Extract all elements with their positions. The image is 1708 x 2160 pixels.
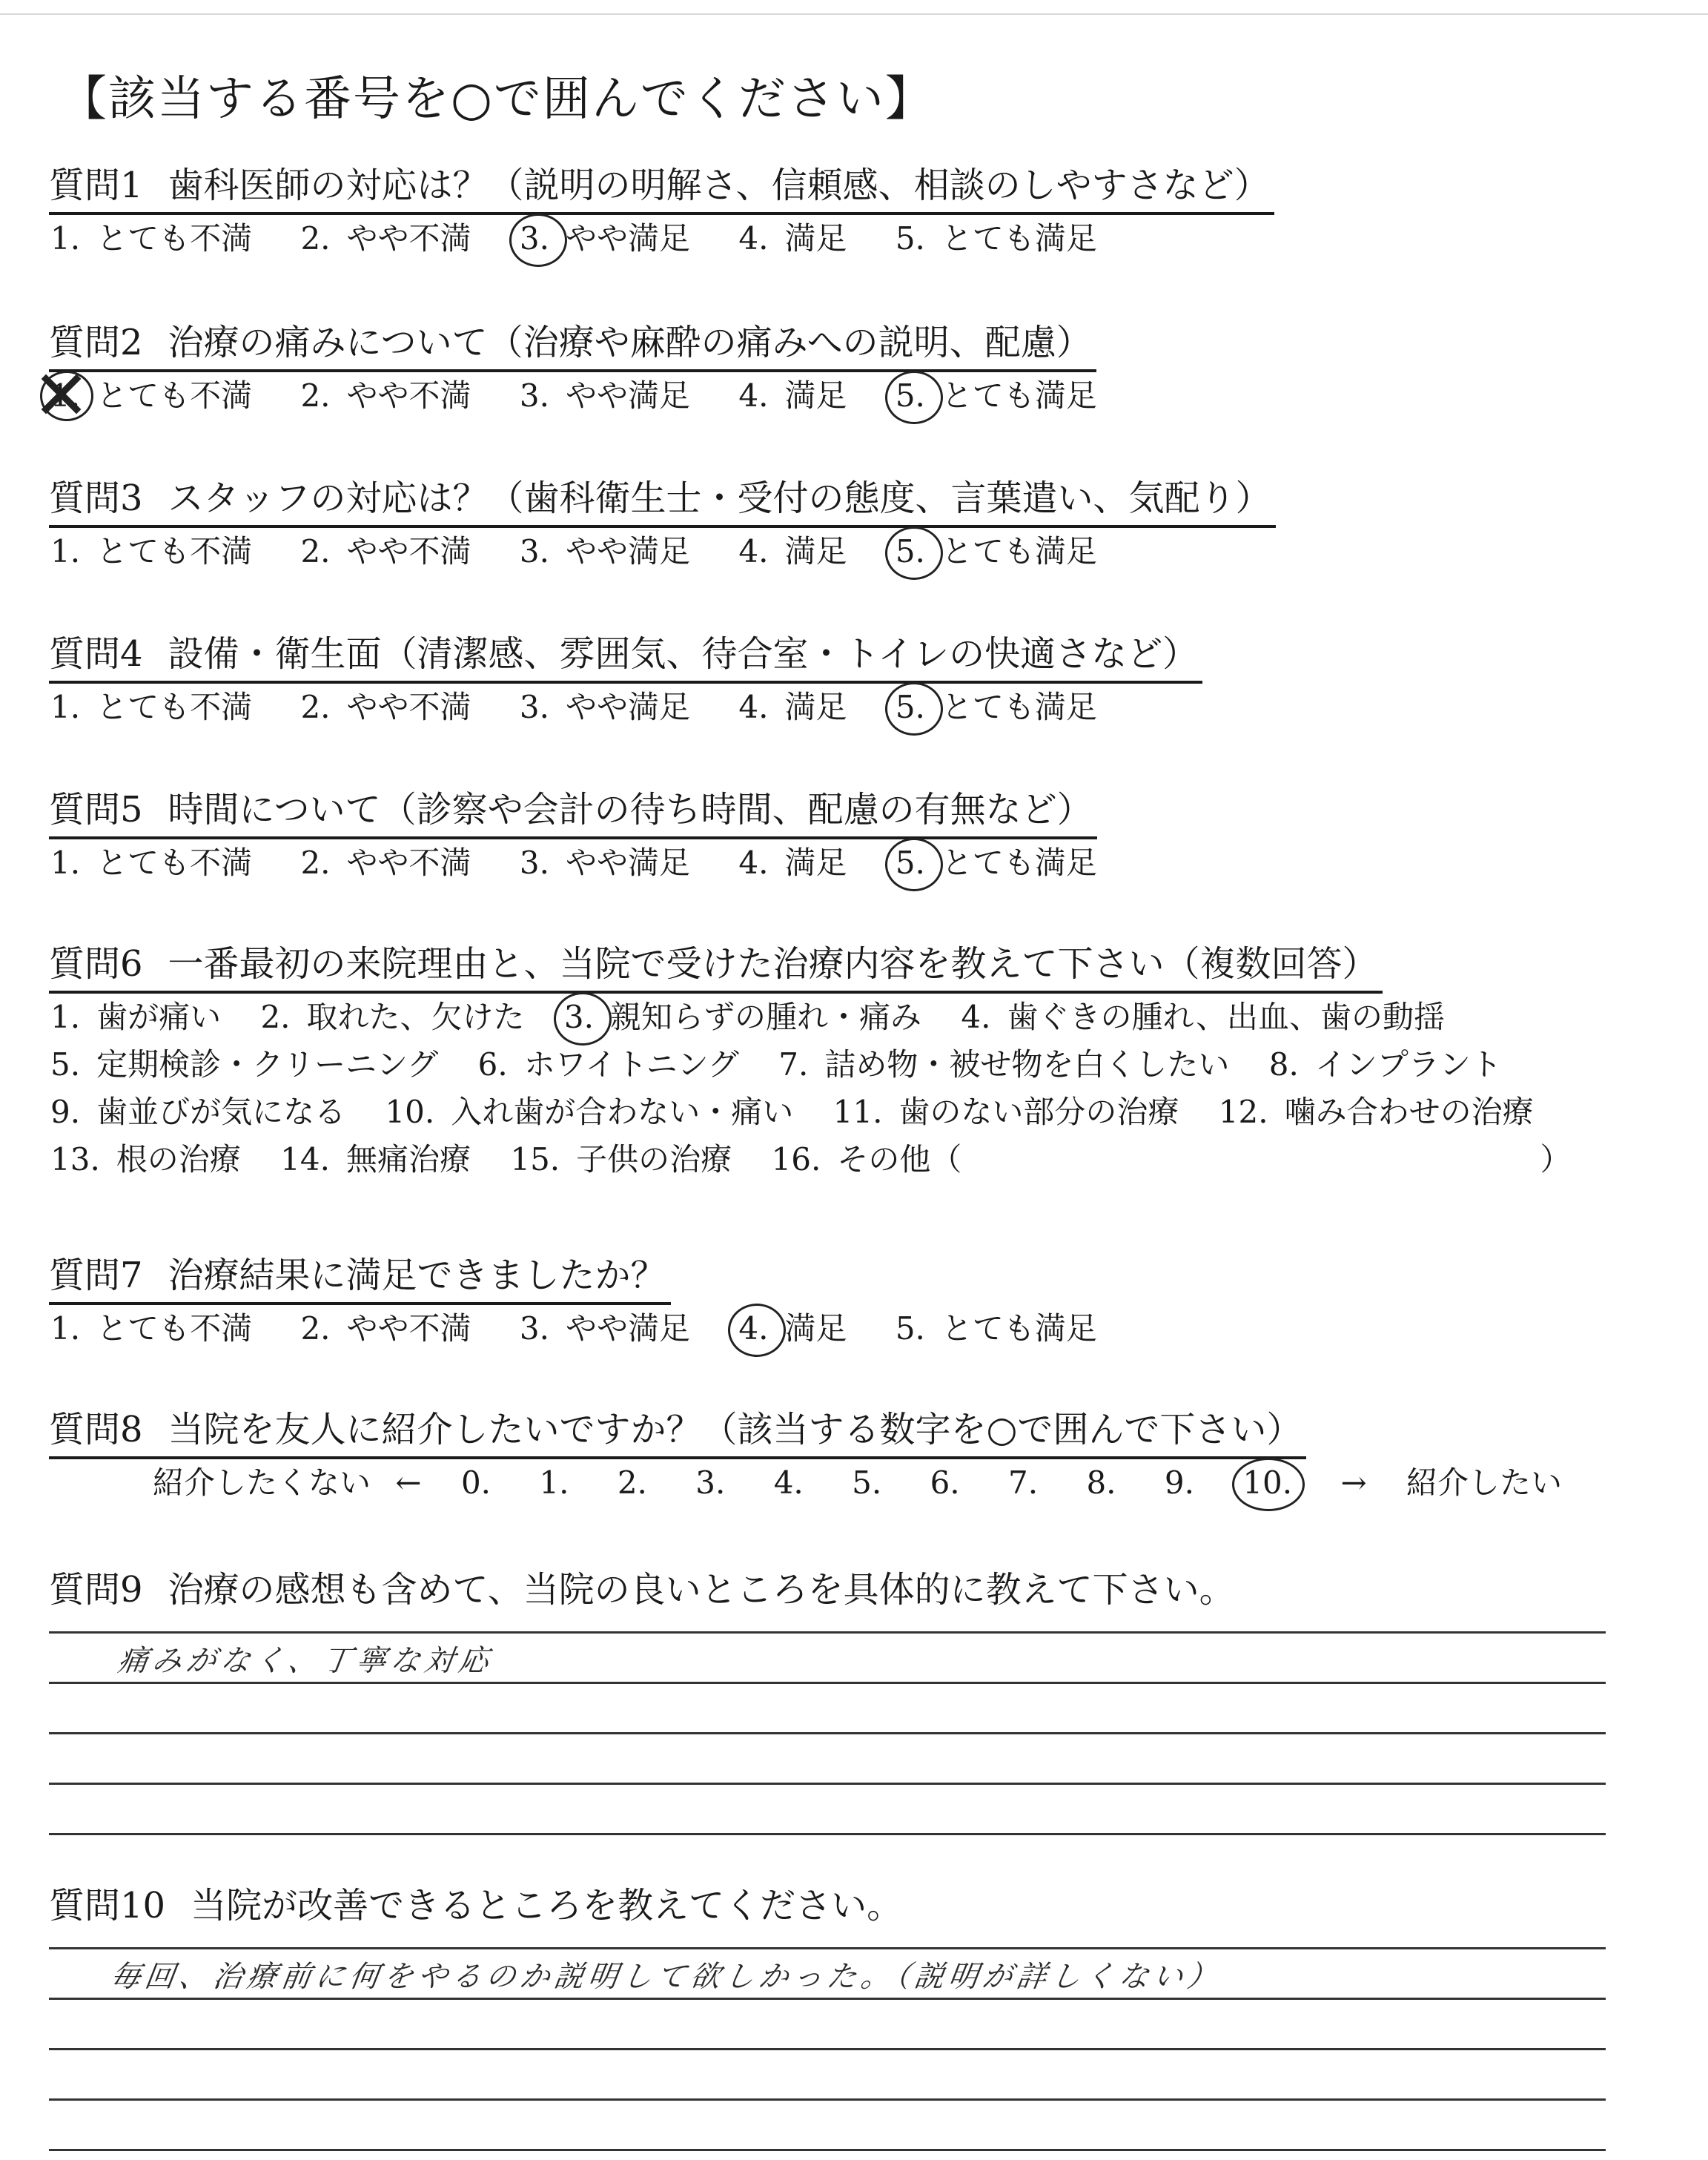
answer-line[interactable]	[49, 1682, 1606, 1684]
question-heading	[49, 632, 1202, 684]
question-heading	[49, 1253, 671, 1305]
question-number: 質問3	[49, 478, 143, 519]
answer-options	[50, 839, 1136, 887]
option-4-selected[interactable]: 4. 満足	[738, 1305, 847, 1353]
option-2[interactable]: 2. やや不満	[300, 533, 471, 569]
answer-options	[50, 684, 1202, 731]
question-3	[49, 476, 1276, 575]
question-heading	[49, 787, 1097, 839]
right-arrow-icon: →	[1340, 1464, 1367, 1501]
handwritten-answer-9: 痛みがなく、丁寧な対応	[116, 1644, 495, 1678]
option-2[interactable]: 2. やや不満	[300, 689, 471, 725]
scale-left-label: 紹介したくない	[153, 1464, 371, 1501]
question-heading	[49, 942, 1383, 994]
option-1[interactable]: 1. とても不満	[50, 845, 253, 881]
question-text: 当院を友人に紹介したいですか？（該当する数字を○で囲んで下さい）	[168, 1409, 1302, 1450]
option-1[interactable]: 1. とても不満	[50, 689, 253, 725]
option-16-other[interactable]: 16. その他（ ）	[771, 1141, 1572, 1178]
question-text: 治療の痛みについて（治療や麻酔の痛みへの説明、配慮）	[168, 322, 1092, 363]
option-5-selected[interactable]: 5. とても満足	[896, 528, 1097, 575]
scale-8[interactable]: 8.	[1086, 1464, 1116, 1501]
option-1[interactable]: 1. とても不満	[50, 533, 253, 569]
option-8[interactable]: 8. インプラント	[1268, 1046, 1502, 1083]
question-text: 治療結果に満足できましたか？	[168, 1255, 666, 1296]
scale-1[interactable]: 1.	[539, 1464, 569, 1501]
option-14[interactable]: 14. 無痛治療	[280, 1141, 471, 1178]
option-3[interactable]: 3. やや満足	[519, 689, 690, 725]
option-2[interactable]: 2. やや不満	[300, 1310, 471, 1347]
question-number: 質問4	[49, 633, 143, 675]
question-text: 設備・衛生面（清潔感、雰囲気、待合室・トイレの快適さなど）	[168, 633, 1199, 675]
question-text: 治療の感想も含めて、当院の良いところを具体的に教えて下さい。	[168, 1569, 1235, 1611]
question-text: 歯科医師の対応は？（説明の明解さ、信頼感、相談のしやすさなど）	[168, 165, 1270, 206]
option-5-selected[interactable]: 5. とても満足	[896, 684, 1097, 731]
option-12[interactable]: 12. 噛み合わせの治療	[1218, 1094, 1534, 1130]
answer-line[interactable]	[49, 1732, 1606, 1734]
option-4[interactable]: 4. 歯ぐきの腫れ、出血、歯の動揺	[961, 999, 1445, 1035]
option-13[interactable]: 13. 根の治療	[50, 1141, 241, 1178]
answer-line	[49, 1631, 1606, 1634]
question-number: 質問7	[49, 1255, 143, 1296]
question-heading	[49, 320, 1096, 372]
option-3[interactable]: 3. やや満足	[519, 377, 690, 414]
option-7[interactable]: 7. 詰め物・被せ物を白くしたい	[778, 1046, 1230, 1083]
option-3-selected[interactable]: 3. やや満足	[520, 215, 690, 262]
answer-line[interactable]	[49, 2098, 1606, 2101]
option-1[interactable]: 1. 歯が痛い	[50, 999, 222, 1035]
answer-options-row-3	[50, 1089, 1601, 1136]
question-number: 質問2	[49, 322, 143, 363]
option-4[interactable]: 4. 満足	[738, 845, 847, 881]
answer-line	[49, 1947, 1606, 1949]
answer-options	[50, 1305, 1136, 1353]
scale-4[interactable]: 4.	[773, 1464, 804, 1501]
left-arrow-icon: ←	[395, 1464, 422, 1501]
question-7	[49, 1253, 1136, 1353]
question-8	[49, 1407, 1577, 1507]
question-4	[49, 632, 1202, 731]
option-6[interactable]: 6. ホワイトニング	[477, 1046, 739, 1083]
option-1-crossed-out[interactable]: 1. ✕ とても不満	[50, 372, 252, 420]
answer-options-row-4	[50, 1136, 1601, 1183]
question-heading	[49, 476, 1276, 528]
option-3[interactable]: 3. やや満足	[519, 1310, 690, 1347]
option-11[interactable]: 11. 歯のない部分の治療	[833, 1094, 1179, 1130]
question-2	[49, 320, 1136, 420]
question-text: 時間について（診察や会計の待ち時間、配慮の有無など）	[168, 789, 1093, 830]
option-9[interactable]: 9. 歯並びが気になる	[50, 1094, 346, 1130]
question-number: 質問6	[49, 943, 143, 985]
scale-3[interactable]: 3.	[695, 1464, 726, 1501]
option-2[interactable]: 2. 取れた、欠けた	[260, 999, 525, 1035]
scale-5[interactable]: 5.	[852, 1464, 882, 1501]
answer-line[interactable]	[49, 1783, 1606, 1785]
scale-0[interactable]: 0.	[460, 1464, 491, 1501]
form-title: 【該当する番号を○で囲んでください】	[59, 72, 934, 127]
option-1[interactable]: 1. とても不満	[50, 1310, 253, 1347]
question-number: 質問10	[49, 1885, 166, 1926]
option-4[interactable]: 4. 満足	[738, 689, 847, 725]
question-10	[49, 1883, 902, 1928]
answer-options	[50, 215, 1274, 262]
answer-line[interactable]	[49, 2149, 1606, 2151]
question-number: 質問8	[49, 1409, 143, 1450]
question-5	[49, 787, 1136, 887]
option-4[interactable]: 4. 満足	[738, 377, 847, 414]
question-heading	[49, 163, 1274, 215]
option-5[interactable]: 5. とても満足	[895, 220, 1097, 257]
option-10[interactable]: 10. 入れ歯が合わない・痛い	[385, 1094, 794, 1130]
scale-6[interactable]: 6.	[930, 1464, 960, 1501]
answer-line[interactable]	[49, 2048, 1606, 2050]
answer-options-row-1	[50, 994, 1601, 1041]
handwritten-answer-10: 毎回、治療前に何をやるのか説明して欲しかった。（説明が詳しくない）	[108, 1960, 1224, 1994]
question-6	[49, 942, 1601, 1183]
option-2[interactable]: 2. やや不満	[300, 377, 471, 414]
option-1[interactable]: 1. とても不満	[50, 220, 253, 257]
scale-7[interactable]: 7.	[1008, 1464, 1039, 1501]
question-1	[49, 163, 1274, 262]
scale-right-label: 紹介したい	[1406, 1464, 1563, 1501]
option-4[interactable]: 4. 満足	[738, 533, 847, 569]
option-5[interactable]: 5. とても満足	[895, 1310, 1097, 1347]
question-number: 質問5	[49, 789, 143, 830]
question-text: 当院が改善できるところを教えてください。	[191, 1885, 903, 1926]
scale-10-selected[interactable]: 10.	[1242, 1459, 1292, 1507]
answer-line[interactable]	[49, 1998, 1606, 2000]
question-heading	[49, 1407, 1306, 1459]
question-9	[49, 1568, 1235, 1612]
scale-9[interactable]: 9.	[1164, 1464, 1194, 1501]
option-5-selected[interactable]: 5. とても満足	[896, 372, 1097, 420]
option-3[interactable]: 3. やや満足	[519, 845, 690, 881]
option-15[interactable]: 15. 子供の治療	[510, 1141, 732, 1178]
question-text: スタッフの対応は？（歯科衛生士・受付の態度、言葉遣い、気配り）	[168, 478, 1271, 519]
option-2[interactable]: 2. やや不満	[300, 845, 471, 881]
question-text: 一番最初の来院理由と、当院で受けた治療内容を教えて下さい（複数回答）	[168, 943, 1378, 985]
option-2[interactable]: 2. やや不満	[300, 220, 471, 257]
answer-options	[50, 372, 1136, 420]
recommend-scale	[153, 1459, 1577, 1507]
question-number: 質問9	[49, 1569, 143, 1611]
answer-options	[50, 528, 1276, 575]
option-4[interactable]: 4. 満足	[738, 220, 847, 257]
option-3[interactable]: 3. やや満足	[519, 533, 690, 569]
option-3-selected[interactable]: 3. 親知らずの腫れ・痛み	[564, 994, 921, 1041]
question-number: 質問1	[49, 165, 143, 206]
option-5-selected[interactable]: 5. とても満足	[896, 839, 1097, 887]
scale-2[interactable]: 2.	[617, 1464, 647, 1501]
option-5[interactable]: 5. 定期検診・クリーニング	[50, 1046, 439, 1083]
answer-line[interactable]	[49, 1833, 1606, 1835]
page-top-edge	[0, 13, 1708, 15]
answer-options-row-2	[50, 1041, 1601, 1089]
